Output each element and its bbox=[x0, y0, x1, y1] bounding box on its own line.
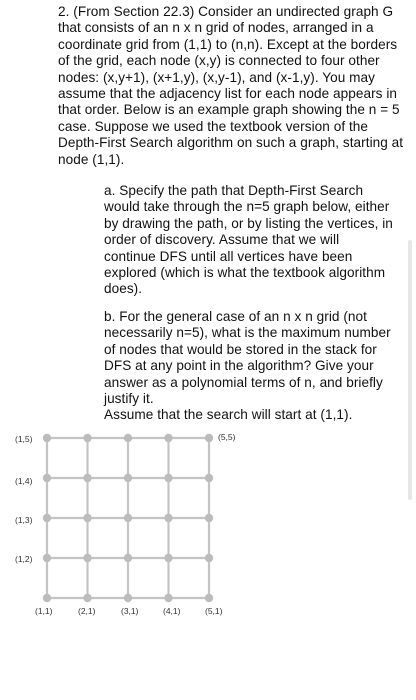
problem-intro: 2. (From Section 22.3) Consider an undirected graph G that consists of an n x n grid of nodes, arranged in a coordinate grid from (1,1) to (n,n). Except at the borders of the grid, each node (x,y) is connected to four other nodes: (x,y+1), (x+1,y), (x,y-1), and (x-1,y). You may assume that the adjacency list for each node appears in that order. Below is an example graph showing the n = 5 case. Suppose we used the textbook version of the Depth-First Search algorithm on such a graph, starting at node (1,1). bbox=[58, 4, 404, 167]
x-label-2-1: (2,1) bbox=[78, 606, 96, 616]
grid-graph-figure bbox=[0, 425, 260, 625]
x-label-1-1: (1,1) bbox=[35, 606, 53, 616]
grid-node-2-2 bbox=[83, 554, 91, 562]
grid-node-5-5 bbox=[205, 434, 213, 442]
grid-node-3-1 bbox=[124, 594, 132, 602]
x-label-4-1: (4,1) bbox=[163, 606, 181, 616]
part-b-text: b. For the general case of an n x n grid (not necessarily n=5), what is the maximum number of nodes that would be stored in the stack for DFS at any point in the algorithm? Give your answer as a polynomial terms of n, and briefly justify it. Assume that the search will start at (1,1). bbox=[104, 309, 391, 423]
x-label-3-1: (3,1) bbox=[121, 606, 139, 616]
corner-label-5-5: (5,5) bbox=[218, 432, 236, 442]
grid-node-4-3 bbox=[164, 514, 172, 522]
grid-node-5-4 bbox=[205, 474, 213, 482]
x-label-5-1: (5,1) bbox=[205, 606, 223, 616]
grid-node-3-4 bbox=[124, 474, 132, 482]
grid-node-2-4 bbox=[83, 474, 91, 482]
grid-node-3-2 bbox=[124, 554, 132, 562]
grid-node-3-3 bbox=[124, 514, 132, 522]
y-label-1-4: (1,4) bbox=[15, 476, 33, 486]
grid-node-4-5 bbox=[164, 434, 172, 442]
grid-node-2-5 bbox=[83, 434, 91, 442]
part-a-text: a. Specify the path that Depth-First Search would take through the n=5 graph below, either by drawing the path, or by listing the vertices, in order of discovery. Assume that we will continue DFS until all vertices have been explored (which is what the textbook algorithm does). bbox=[104, 183, 393, 297]
grid-node-1-1 bbox=[43, 594, 51, 602]
y-label-1-3: (1,3) bbox=[15, 515, 33, 525]
grid-node-4-2 bbox=[164, 554, 172, 562]
grid-node-1-2 bbox=[43, 554, 51, 562]
y-label-1-2: (1,2) bbox=[15, 554, 33, 564]
scrollbar[interactable] bbox=[408, 240, 412, 500]
grid-node-3-5 bbox=[124, 434, 132, 442]
grid-node-2-3 bbox=[83, 514, 91, 522]
grid-node-4-4 bbox=[164, 474, 172, 482]
grid-node-1-5 bbox=[43, 434, 51, 442]
grid-node-1-3 bbox=[43, 514, 51, 522]
grid-node-4-1 bbox=[164, 594, 172, 602]
grid-node-5-2 bbox=[205, 554, 213, 562]
grid-node-2-1 bbox=[83, 594, 91, 602]
y-label-1-5: (1,5) bbox=[15, 434, 33, 444]
grid-node-5-1 bbox=[205, 594, 213, 602]
grid-node-5-3 bbox=[205, 514, 213, 522]
grid-node-1-4 bbox=[43, 474, 51, 482]
